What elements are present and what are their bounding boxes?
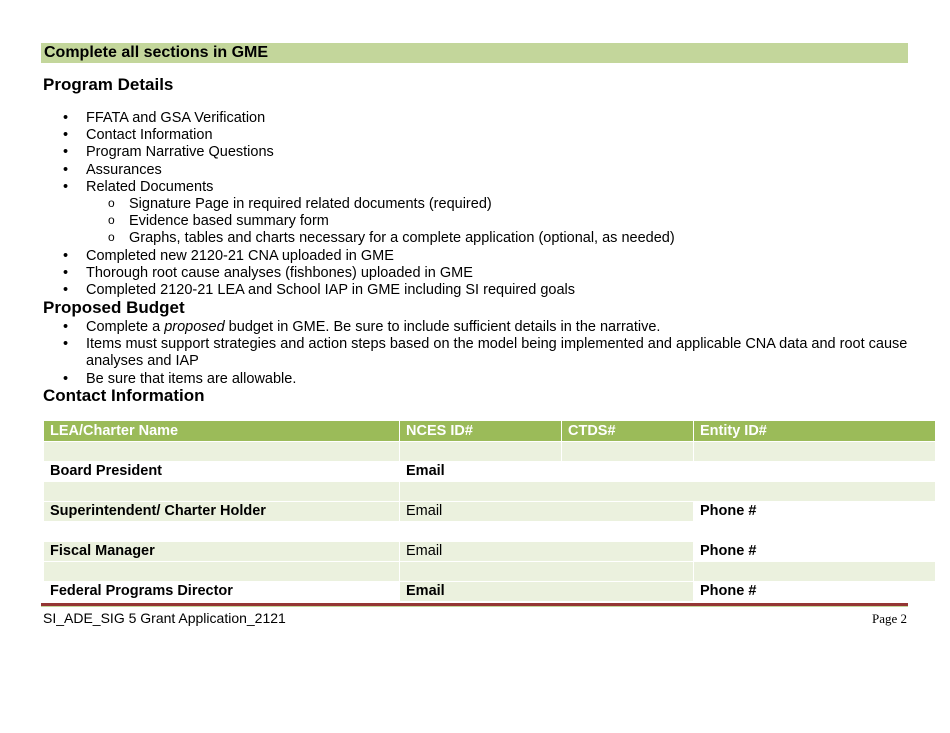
federal-programs-director-email-label: Email (400, 582, 694, 602)
list-item (0, 319, 950, 336)
list-item: • Completed new 2120-21 CNA uploaded in GME (0, 248, 675, 265)
list-item: • Contact Information (0, 127, 675, 144)
table-row (44, 582, 936, 602)
fiscal-manager-email-label: Email (400, 542, 694, 562)
superintendent-name-field[interactable] (44, 522, 400, 542)
fiscal-manager-label: Fiscal Manager (44, 542, 400, 562)
sub-list-item: o Graphs, tables and charts necessary for a complete application (optional, as needed) (0, 230, 675, 247)
federal-programs-director-label: Federal Programs Director (44, 582, 400, 602)
budget-item-emphasis: proposed (164, 319, 225, 335)
entity-id-field[interactable] (694, 442, 936, 462)
ctds-field[interactable] (562, 442, 694, 462)
board-president-email-field[interactable] (400, 482, 936, 502)
contact-information-heading: Contact Information (43, 386, 205, 405)
superintendent-email-label: Email (400, 502, 694, 522)
list-item: • Be sure that items are allowable. (0, 371, 950, 388)
table-row (44, 482, 936, 502)
header-entity-id: Entity ID# (694, 421, 936, 442)
fiscal-manager-phone-label: Phone # (694, 542, 936, 562)
program-details-heading: Program Details (43, 75, 174, 94)
budget-item-text: budget in GME. Be sure to include sufficient details in the narrative. (224, 319, 661, 335)
list-item: • Related Documents (0, 179, 675, 196)
header-ctds: CTDS# (562, 421, 694, 442)
superintendent-label: Superintendent/ Charter Holder (44, 502, 400, 522)
board-president-email-label: Email (400, 462, 936, 482)
footer-page-number: Page 2 (871, 611, 907, 626)
header-nces-id: NCES ID# (400, 421, 562, 442)
fiscal-manager-name-field[interactable] (44, 562, 400, 582)
table-row (44, 542, 936, 562)
contact-information-table (43, 420, 936, 602)
federal-programs-director-phone-label: Phone # (694, 582, 936, 602)
sub-list-item: o Evidence based summary form (0, 213, 675, 230)
list-item: • Completed 2120-21 LEA and School IAP in GME including SI required goals (0, 282, 675, 299)
table-row (44, 502, 936, 522)
list-item: • Program Narrative Questions (0, 144, 675, 161)
header-lea-name: LEA/Charter Name (44, 421, 400, 442)
table-header-row (44, 421, 936, 442)
fiscal-manager-email-field[interactable] (400, 562, 694, 582)
budget-item-text: Complete a (86, 319, 165, 335)
superintendent-phone-field[interactable] (694, 522, 936, 542)
table-row (44, 462, 936, 482)
list-item: • Assurances (0, 162, 675, 179)
superintendent-email-field[interactable] (400, 522, 694, 542)
footer-rule-accent (41, 606, 908, 607)
proposed-budget-heading: Proposed Budget (43, 298, 185, 317)
footer-document-title: SI_ADE_SIG 5 Grant Application_2121 (43, 610, 286, 626)
board-president-label: Board President (44, 462, 400, 482)
lea-name-field[interactable] (44, 442, 400, 462)
nces-id-field[interactable] (400, 442, 562, 462)
program-details-list (0, 110, 675, 299)
table-row (44, 562, 936, 582)
list-item: • Items must support strategies and action steps based on the model being implemented and applicable CNA data and root cause analyses and IAP (0, 336, 950, 370)
superintendent-phone-label: Phone # (694, 502, 936, 522)
proposed-budget-list (0, 319, 950, 388)
table-row (44, 522, 936, 542)
board-president-name-field[interactable] (44, 482, 400, 502)
section-banner: Complete all sections in GME (41, 43, 908, 63)
list-item: • Thorough root cause analyses (fishbones) uploaded in GME (0, 265, 675, 282)
sub-list-item: o Signature Page in required related documents (required) (0, 196, 675, 213)
table-row (44, 442, 936, 462)
list-item: • FFATA and GSA Verification (0, 110, 675, 127)
fiscal-manager-phone-field[interactable] (694, 562, 936, 582)
